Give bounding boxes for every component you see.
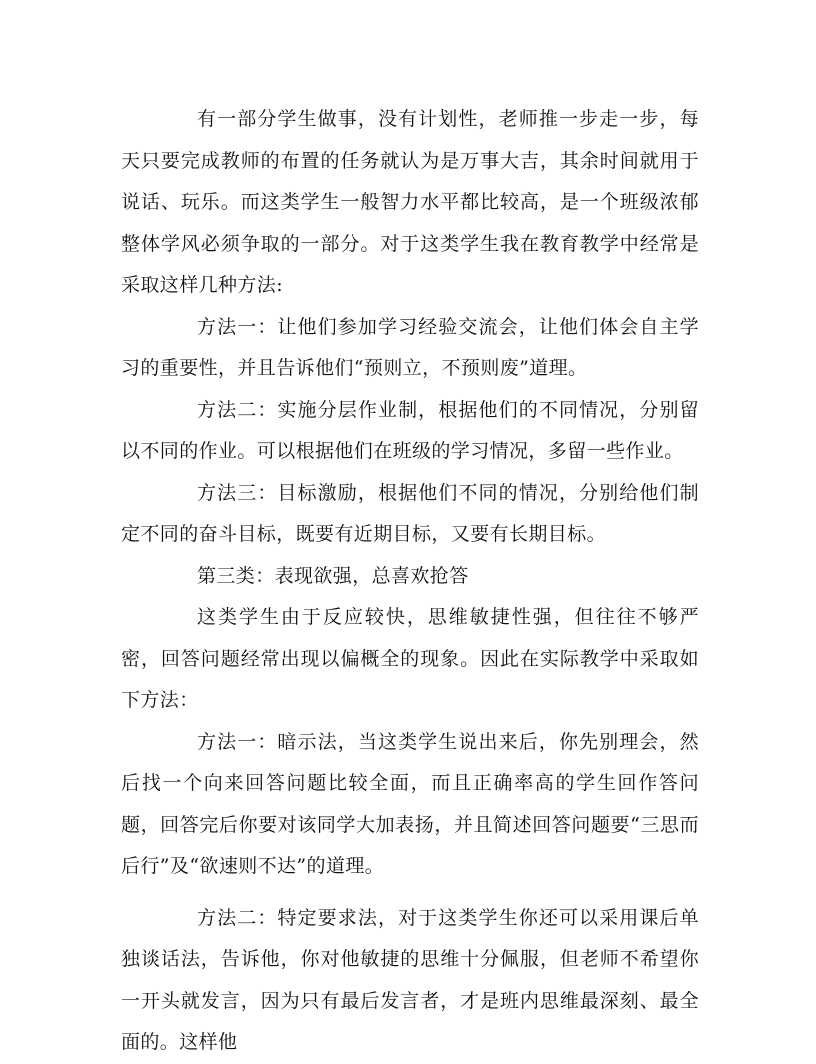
paragraph-method-1: 方法一：让他们参加学习经验交流会，让他们体会自主学习的重要性，并且告诉他们“预则立，不预则废”道理。	[121, 315, 699, 379]
paragraph-method-3: 方法三：目标激励，根据他们不同的情况，分别给他们制定不同的奋斗目标，既要有近期目标，又要有长期目标。	[121, 481, 699, 545]
paragraph-third-type-description: 这类学生由于反应较快，思维敏捷性强，但往往不够严密，回答问题经常出现以偏概全的现象。因此在实际教学中采取如下方法：	[121, 606, 699, 711]
paragraph-planning-students: 有一部分学生做事，没有计划性，老师推一步走一步，每天只要完成教师的布置的任务就认为是万事大吉，其余时间就用于说话、玩乐。而这类学生一般智力水平都比较高，是一个班级浓郁整体学风必须争取的一部分。对于这类学生我在教育教学中经常是采取这样几种方法:	[121, 108, 699, 296]
paragraph-specific-requirement-method: 方法二：特定要求法，对于这类学生你还可以采用课后单独谈话法，告诉他，你对他敏捷的思维十分佩服，但老师不希望你一开头就发言，因为只有最后发言者，才是班内思维最深刻、最全面的。这样他	[121, 906, 699, 1053]
paragraph-hint-method: 方法一：暗示法，当这类学生说出来后，你先别理会，然后找一个向来回答问题比较全面，而且正确率高的学生回作答问题，回答完后你要对该同学大加表扬，并且简述回答问题要“三思而后行”及“欲速则不达”的道理。	[121, 730, 699, 877]
paragraph-method-2: 方法二：实施分层作业制，根据他们的不同情况，分别留以不同的作业。可以根据他们在班级的学习情况，多留一些作业。	[121, 398, 699, 462]
document-body	[121, 99, 699, 1064]
section-heading-third-type: 第三类：表现欲强，总喜欢抢答	[197, 564, 469, 587]
